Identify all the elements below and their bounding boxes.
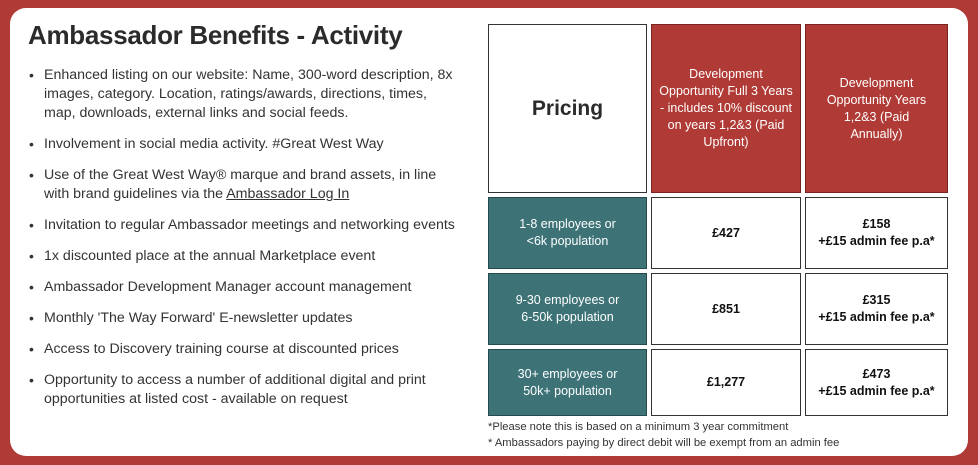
- admin-fee: +£15 admin fee p.a*: [818, 383, 935, 398]
- bullet-icon: •: [29, 217, 34, 233]
- list-item: • Use of the Great West Way® marque and brand assets, in line with brand guidelines via the Ambassador Log In: [29, 167, 437, 202]
- upfront-price-cell: [651, 197, 801, 269]
- annual-price: £158: [862, 217, 891, 231]
- bullet-icon: •: [29, 248, 34, 264]
- list-item: • Monthly 'The Way Forward' E-newsletter updates: [29, 310, 353, 326]
- annual-price-cell: [805, 349, 948, 416]
- upfront-price: £427: [712, 225, 740, 240]
- tier-label: 9-30 employees or 6-50k population: [515, 293, 620, 324]
- tier-label: 1-8 employees or <6k population: [519, 217, 616, 248]
- bullet-icon: •: [29, 136, 34, 152]
- admin-fee: +£15 admin fee p.a*: [818, 310, 935, 324]
- bullet-icon: •: [29, 167, 34, 183]
- bullet-icon: •: [29, 310, 34, 326]
- bullet-icon: •: [29, 372, 34, 388]
- list-item: • Invitation to regular Ambassador meetings and networking events: [29, 217, 455, 233]
- list-item: • Involvement in social media activity. #Great West Way: [29, 136, 384, 152]
- col2-header-text: Development Opportunity Years 1,2&3 (Paid Annually): [826, 75, 927, 141]
- pricing-header-cell: [488, 24, 647, 193]
- annual-price-cell: [805, 197, 948, 269]
- list-item: • Ambassador Development Manager account management: [29, 279, 412, 295]
- pricing-label: Pricing: [531, 96, 604, 120]
- ambassador-login-link[interactable]: Ambassador Log In: [226, 186, 350, 202]
- tier-label: 30+ employees or 50k+ population: [517, 366, 618, 398]
- upfront-price: £1,277: [706, 375, 746, 389]
- col1-header-text: Development Opportunity Full 3 Years - includes 10% discount on years 1,2&3 (Paid Upfront): [659, 67, 793, 149]
- upfront-price: £851: [712, 301, 740, 316]
- list-item: • 1x discounted place at the annual Marketplace event: [29, 248, 376, 264]
- bullet-icon: •: [29, 67, 34, 83]
- footnote-commitment: *Please note this is based on a minimum 3 year commitment: [488, 421, 789, 433]
- page-title: Ambassador Benefits - Activity: [28, 20, 403, 50]
- col1-header-cell: [651, 24, 801, 193]
- list-item: • Enhanced listing on our website: Name, 300-word description, 8x images, category. Location, ratings/awards, directions, times, map, downloads, external links and social feeds.: [29, 67, 453, 121]
- bullet-icon: •: [29, 279, 34, 295]
- list-item: • Opportunity to access a number of additional digital and print opportunities at listed cost - available on request: [29, 372, 426, 407]
- upfront-price-cell: [651, 273, 801, 345]
- bullet-icon: •: [29, 341, 34, 357]
- upfront-price-cell: [651, 349, 801, 416]
- tier-cell: [488, 197, 647, 269]
- annual-price: £473: [862, 366, 891, 381]
- tier-cell: [488, 273, 647, 345]
- tier-cell: [488, 349, 647, 416]
- annual-price: £315: [862, 293, 891, 307]
- benefits-list: [28, 66, 458, 421]
- list-item: • Access to Discovery training course at discounted prices: [29, 341, 399, 357]
- col2-header-cell: [805, 24, 948, 193]
- footnote-direct-debit: * Ambassadors paying by direct debit will be exempt from an admin fee: [488, 437, 840, 449]
- admin-fee: +£15 admin fee p.a*: [818, 234, 935, 248]
- annual-price-cell: [805, 273, 948, 345]
